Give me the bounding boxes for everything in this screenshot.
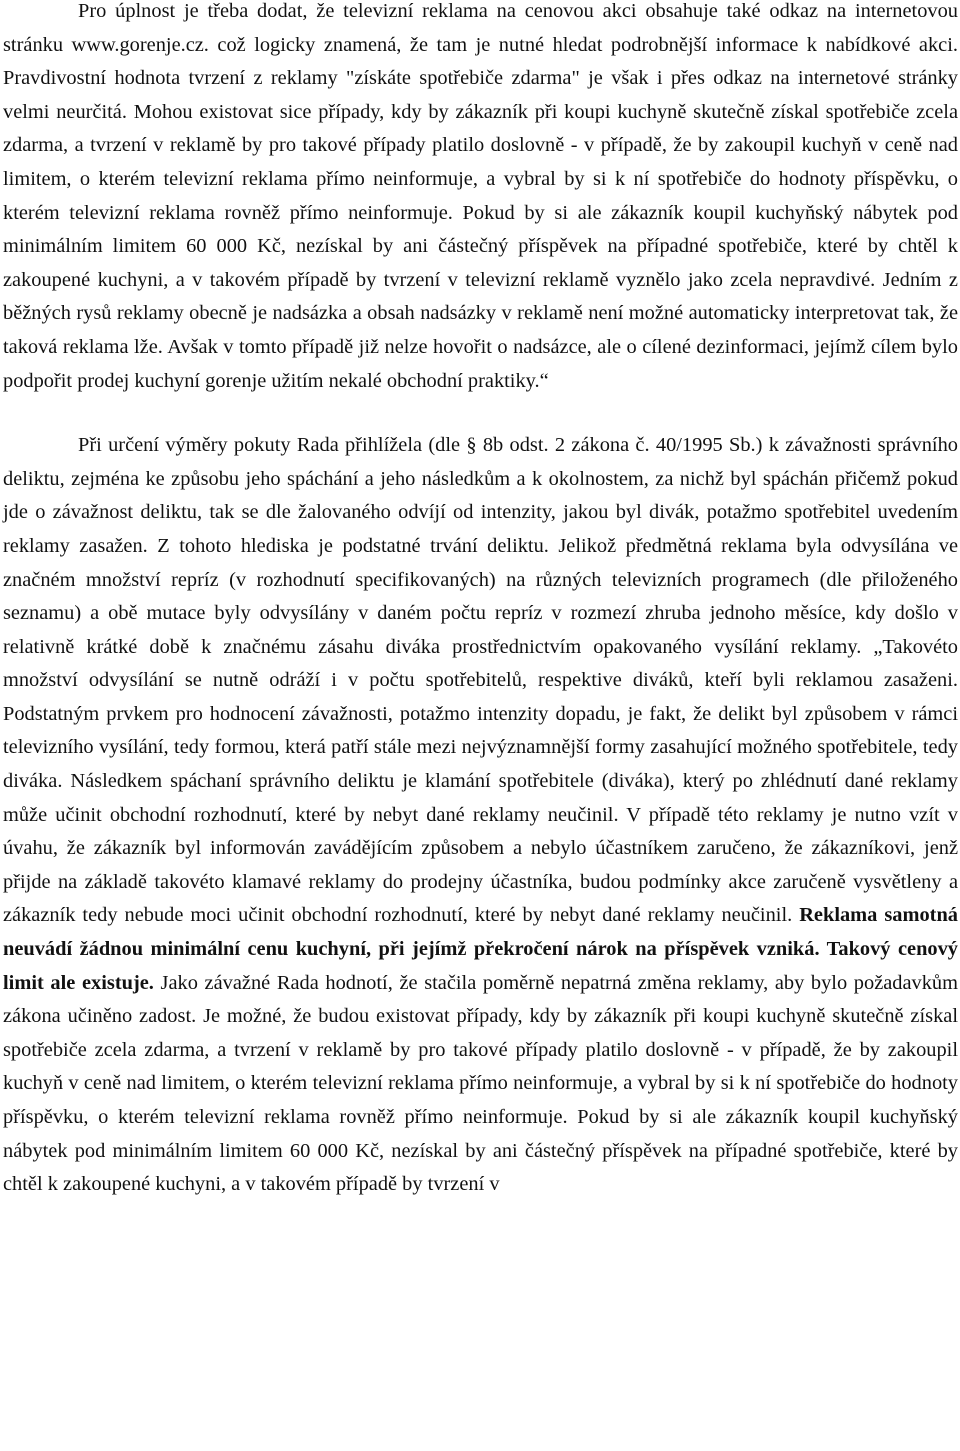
paragraph-second-text-start: Při určení výměry pokuty Rada přihlížela (dle § 8b odst. 2 zákona č. 40/1995 Sb.) k závažnosti správního deliktu, zejména ke způsobu jeho spáchání a jeho následkům a k okolnostem, za nichž byl spáchán přičemž pokud jde o závažnost deliktu, tak se dle žalovaného odvíjí od intenzity, jakou byl divák, potažmo spotřebitel uvedením reklamy zasažen. Z tohoto hlediska je podstatné trvání deliktu. Jelikož předmětná reklama byla odvysílána ve značném množství repríz (v rozhodnutí specifikovaných) na různých televizních programech (dle přiloženého seznamu) a obě mutace byly odvysílány v daném počtu repríz v rozmezí zhruba jednoho měsíce, kdy došlo v relativně krátké době k značnému zásahu diváka prostřednictvím opakovaného vysílání reklamy. „Takovéto množství odvysílání se nutně odráží i v počtu spotřebitelů, respektive diváků, kteří byli reklamou zasaženi. Podstatným prvkem pro hodnocení závažnosti, potažmo intenzity dopadu, je fakt, že delikt byl způsobem v rámci televizního vysílání, tedy formou, která patří stále mezi nejvýznamnější formy zasahující možného spotřebitele, tedy diváka. Následkem spáchaní správního deliktu je klamání spotřebitele (diváka), který po zhlédnutí dané reklamy může učinit obchodní rozhodnutí, které by nebyt dané reklamy neučinil. V případě této reklamy je nutno vzít v úvahu, že zákazník byl informován zavádějícím způsobem a nebylo účastníkem zaručeno, že zákazníkovi, jenž přijde na základě takovéto klamavé reklamy do prodejny účastníka, budou podmínky akce zaručeně vysvětleny a zákazník tedy nebude moci učinit obchodní rozhodnutí, které by nebyt dané reklamy neučinil. [3, 434, 958, 927]
paragraph-first-indent [3, 0, 78, 22]
paragraph-second-text-end: Jako závažné Rada hodnotí, že stačila poměrně nepatrná změna reklamy, aby bylo požadavkům zákona učiněno zadost. Je možné, že budou existovat případy, kdy by zákazník při koupi kuchyně skutečně získal spotřebiče zcela zdarma, a tvrzení v reklamě by pro takové případy platilo doslovně - v případě, že by zakoupil kuchyň v ceně nad limitem, o kterém televizní reklama přímo neinformuje, a vybral by si k ní spotřebiče do hodnoty příspěvku, o kterém televizní reklama rovněž přímo neinformuje. Pokud by si ale zákazník koupil kuchyňský nábytek pod minimálním limitem 60 000 Kč, nezískal by ani částečný příspěvek na případné spotřebiče, které by chtěl k zakoupené kuchyni, a v takovém případě by tvrzení v [3, 971, 958, 1196]
paragraph-first [3, 0, 958, 398]
paragraph-first-text: Pro úplnost je třeba dodat, že televizní reklama na cenovou akci obsahuje také odkaz na internetovou stránku www.gorenje.cz. což logicky znamená, že tam je nutné hledat podrobnější informace k nabídkové akci. Pravdivostní hodnota tvrzení z reklamy "získáte spotřebiče zdarma" je však i přes odkaz na internetové stránky velmi neurčitá. Mohou existovat sice případy, kdy by zákazník při koupi kuchyně skutečně získal spotřebiče zcela zdarma, a tvrzení v reklamě by pro takové případy platilo doslovně - v případě, že by zakoupil kuchyň v ceně nad limitem, o kterém televizní reklama přímo neinformuje, a vybral by si k ní spotřebiče do hodnoty příspěvku, o kterém televizní reklama rovněž přímo neinformuje. Pokud by si ale zákazník koupil kuchyňský nábytek pod minimálním limitem 60 000 Kč, nezískal by ani částečný příspěvek na případné spotřebiče, které by chtěl k zakoupené kuchyni, a v takovém případě by tvrzení v televizní reklamě vyznělo jako zcela nepravdivé. Jedním z běžných rysů reklamy obecně je nadsázka a obsah nadsázky v reklamě není možné automaticky interpretovat tak, že taková reklama lže. Avšak v tomto případě již nelze hovořit o nadsázce, ale o cílené dezinformaci, jejímž cílem bylo podpořit prodej kuchyní gorenje užitím nekalé obchodní praktiky.“ [3, 0, 958, 392]
paragraph-second-bold-text: Reklama samotná neuvádí žádnou minimální cenu kuchyní, při jejímž překročení nárok na příspěvek vzniká. Takový cenový limit ale existuje. [3, 904, 958, 994]
paragraph-second [3, 429, 958, 1202]
